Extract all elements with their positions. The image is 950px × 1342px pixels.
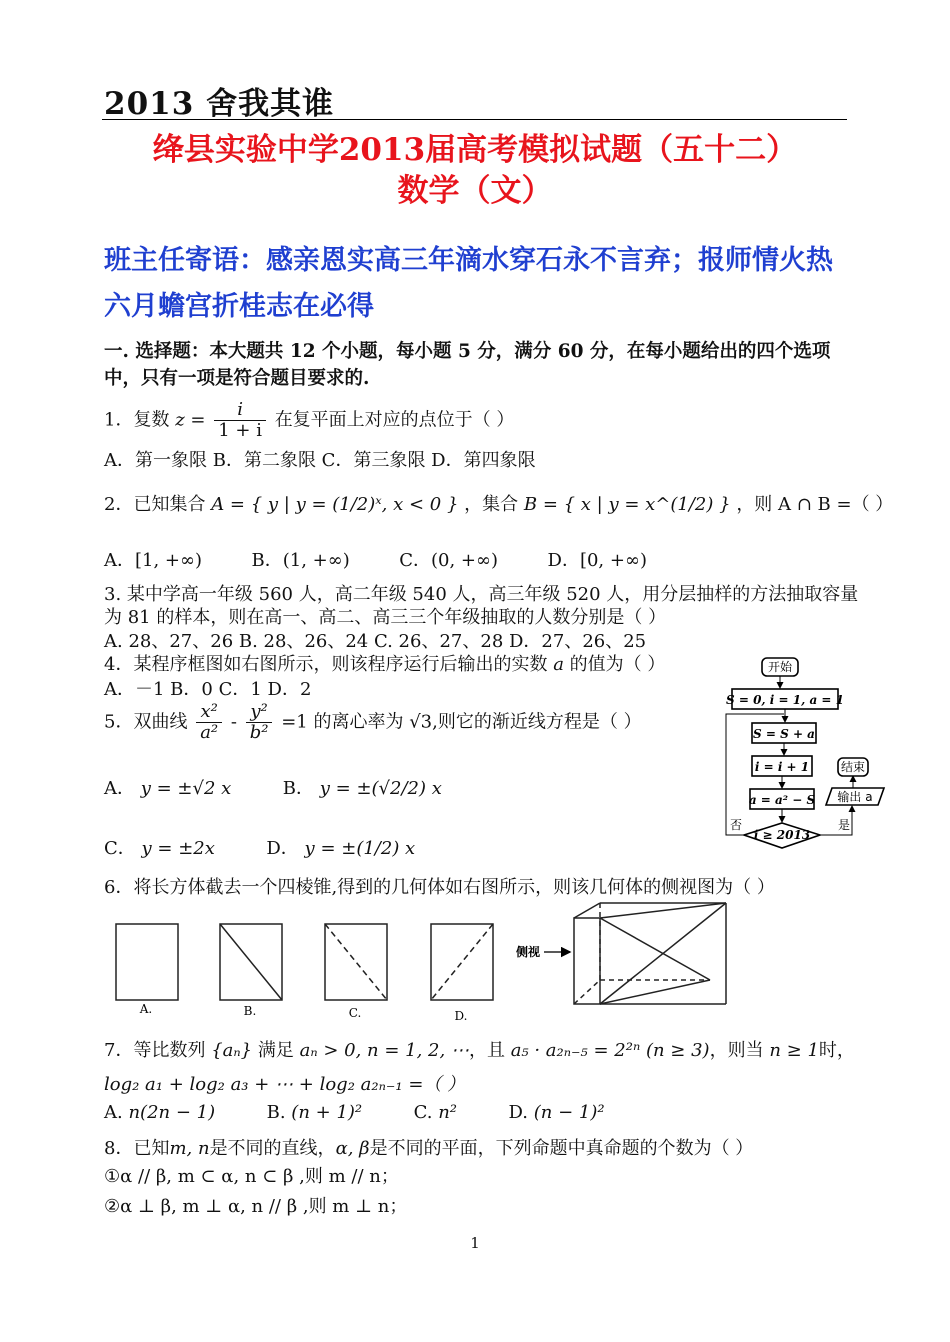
question-4 [104, 650, 665, 676]
q2-val-b: (1, +∞) [282, 550, 350, 571]
q4-options: A．－1 B．0 C．1 D．2 [104, 679, 312, 700]
q3-options: A. 28、27、26 B. 28、26、24 C. 26、27、28 D．27、26、25 [104, 631, 647, 652]
question-6: 6．将长方体截去一个四棱锥,得到的几何体如右图所示，则该几何体的侧视图为（ ） [104, 877, 775, 898]
q7-opt-a: A. [104, 1102, 123, 1123]
teacher-motto: 班主任寄语：感亲恩实高三年滴水穿石永不言弃；报师情火热六月蟾宫折桂志在必得 [104, 245, 833, 322]
q7-opt-c: C. [413, 1102, 433, 1123]
flow-init-label: S = 0, i = 1, a = 1 [726, 693, 844, 707]
q1-var: z = [175, 409, 206, 431]
flow-no-label: 否 [730, 818, 743, 832]
q8-prefix: 8．已知 [104, 1138, 170, 1159]
q2-prefix: 2．已知集合 [104, 494, 206, 515]
flow-end-label: 结束 [840, 760, 866, 774]
question-5: 5．双曲线 $\frac{\text{x²}}{\text{a²}}$ - $\frac{\text{y²}}{\text{b²}}$ =1 的离心率为 √3,则它的渐近线方程是（ ） [104, 701, 642, 743]
q5-suffix: 的离心率为 [313, 711, 404, 733]
q6-side-view-label: 侧视 [516, 945, 541, 959]
q7-condition-2: a₅ · a₂ₙ₋₅ = 2²ⁿ (n ≥ 3) [510, 1040, 710, 1061]
q7-condition-1: aₙ > 0, n = 1, 2, ⋯ [299, 1040, 469, 1061]
flow-output-label: 输出 a [837, 790, 873, 804]
q7-prefix: 7．等比数列 [104, 1040, 206, 1061]
q2-suffix: ，则 A ∩ B =（ ） [736, 494, 894, 515]
q5-frac-x: $\frac{\text{x²}}{\text{a²}}$ [196, 702, 222, 743]
q5-options-cd [104, 834, 415, 860]
q8-mid: 是不同的直线， [209, 1138, 336, 1159]
question-7 [104, 1036, 855, 1062]
q5-opt-a: A． [104, 778, 135, 799]
q2-opt-b: B． [251, 550, 283, 571]
q5-val-b: y = ±(√2/2) x [319, 778, 442, 799]
flow-step-inc-label: i = i + 1 [754, 760, 810, 774]
page-number: 1 [470, 1234, 480, 1252]
q2-val-d: [0, +∞) [579, 550, 647, 571]
q1-fraction [214, 400, 266, 441]
q4-suffix: 的值为（ ） [569, 654, 666, 675]
q6-label-a: A. [139, 1002, 153, 1016]
q6-option-a-view [116, 924, 178, 1000]
q7-options [104, 1102, 605, 1123]
q6-label-c: C. [348, 1006, 362, 1020]
q5-frac-y: $\frac{\text{y²}}{\text{b²}}$ [246, 702, 273, 743]
q7-val-b: (n + 1)² [291, 1102, 363, 1123]
header-rule [102, 119, 847, 120]
q8-suffix: 是不同的平面，下列命题中真命题的个数为（ ） [369, 1138, 754, 1159]
q2-mid: ，集合 [464, 494, 519, 515]
q7-suffix: ，则当 [709, 1040, 764, 1061]
q6-label-d: D. [454, 1009, 468, 1023]
q7-opt-b: B. [266, 1102, 286, 1123]
question-8 [104, 1134, 753, 1160]
q5-prefix: 5．双曲线 [104, 711, 188, 733]
q4-var: a [553, 654, 564, 675]
q8-planes: α, β [335, 1138, 370, 1159]
q6-label-b: B. [243, 1004, 257, 1018]
q5-val-a: y = ±√2 x [140, 778, 232, 799]
q2-opt-c: C． [399, 550, 432, 571]
q5-opt-b: B． [282, 778, 315, 799]
q2-val-c: (0, +∞) [431, 550, 499, 571]
q1-prefix: 1．复数 [104, 409, 170, 431]
q7-end: 时， [818, 1040, 855, 1061]
q2-options [104, 546, 647, 572]
flow-start-label: 开始 [767, 660, 793, 674]
q8-item-1: ①α // β, m ⊂ α, n ⊂ β ,则 m // n； [104, 1166, 399, 1187]
exam-title: 绛县实验中学2013届高考模拟试题（五十二） [152, 132, 798, 168]
q2-val-a: [1, +∞) [135, 550, 203, 571]
q6-figures [104, 898, 764, 1026]
flow-step-a-label: a = a² − S [748, 793, 816, 807]
program-flowchart [712, 654, 902, 859]
q7-cond2-prefix: ，且 [468, 1040, 505, 1061]
q8-lines: m, n [169, 1138, 210, 1159]
exam-subtitle: 数学（文） [397, 173, 553, 209]
q5-val-d: y = ±(1/2) x [304, 838, 416, 859]
q1-suffix: 在复平面上对应的点位于（ ） [274, 409, 515, 431]
q7-expression: log₂ a₁ + log₂ a₃ + ⋯ + log₂ a₂ₙ₋₁ =（ ） [104, 1074, 466, 1095]
q1-den: 1 + i [218, 419, 262, 441]
q2-opt-d: D． [547, 550, 580, 571]
q8-item-2: ②α ⊥ β, m ⊥ α, n // β ,则 m ⊥ n； [104, 1196, 408, 1217]
q4-text: 4．某程序框图如右图所示，则该程序运行后输出的实数 [104, 654, 548, 675]
q5-val-c: y = ±2x [141, 838, 215, 859]
q7-opt-d: D. [508, 1102, 528, 1123]
flow-yes-label: 是 [838, 818, 851, 832]
question-1 [104, 400, 514, 441]
q7-val-c: n² [438, 1102, 458, 1123]
q5-opt-c: C． [104, 838, 136, 859]
q2-set-a: A = { y | y = (1/2)ˣ, x < 0 } [211, 494, 459, 515]
flow-condition-label: i ≥ 2013 [753, 828, 811, 842]
q2-opt-a: A． [104, 550, 135, 571]
section-1-heading: 一. 选择题：本大题共 12 个小题，每小题 5 分，满分 60 分，在每小题给出的四个选项中，只有一项是符合题目要求的. [104, 341, 831, 389]
question-3-line-2: 为 81 的样本，则在高一、高二、高三三个年级抽取的人数分别是（ ） [104, 607, 667, 628]
q1-options: A．第一象限 B．第二象限 C．第三象限 D．第四象限 [104, 450, 536, 471]
q7-sequence: {aₙ} [211, 1040, 253, 1061]
q6-solid-figure [574, 903, 726, 1004]
question-2 [104, 490, 893, 516]
q2-set-b: B = { x | y = x^(1/2) } [523, 494, 731, 515]
q1-num: i [214, 400, 266, 421]
q7-val-d: (n − 1)² [533, 1102, 605, 1123]
question-3-line-1: 3. 某中学高一年级 560 人，高二年级 540 人，高三年级 520 人，用分层抽样的方法抽取容量 [104, 584, 859, 605]
q7-val-a: n(2n − 1) [128, 1102, 216, 1123]
q5-eccentricity: √3 [409, 711, 433, 733]
q7-mid: 满足 [257, 1040, 294, 1061]
q5-options-ab [104, 774, 442, 800]
q7-condition-3: n ≥ 1 [769, 1040, 819, 1061]
header-title: 2013 舍我其谁 [104, 86, 335, 122]
q5-opt-d: D． [266, 838, 299, 859]
flow-step-sum-label: S = S + a [753, 727, 815, 741]
q5-suffix2: ,则它的渐近线方程是（ ） [432, 711, 642, 733]
